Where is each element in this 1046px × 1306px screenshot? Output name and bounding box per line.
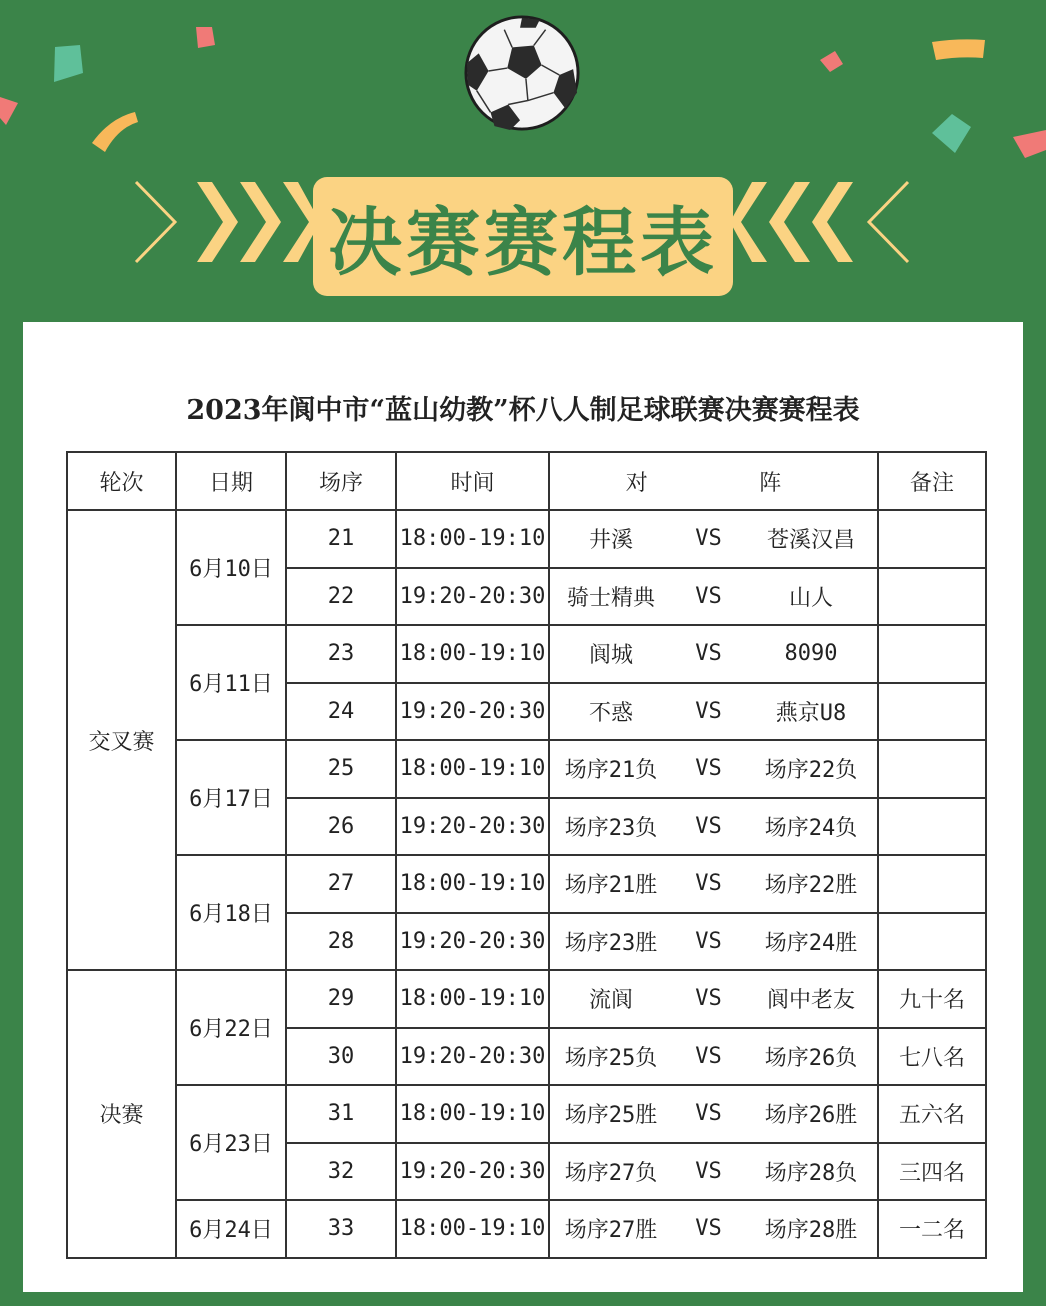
header-round: 轮次	[67, 452, 176, 510]
team-b: 场序24负	[764, 815, 858, 841]
team-b: 场序28负	[764, 1160, 858, 1186]
table-header-row	[67, 452, 986, 510]
team-a: 场序27胜	[564, 1218, 658, 1244]
date-cell: 6月11日	[176, 625, 286, 740]
vs-label: VS	[695, 526, 722, 552]
match-cell	[549, 740, 878, 798]
match-cell	[549, 1028, 878, 1086]
time-cell: 18:00-19:10	[396, 970, 549, 1028]
seq-cell: 22	[286, 568, 396, 626]
match-cell	[549, 510, 878, 568]
time-cell: 18:00-19:10	[396, 625, 549, 683]
vs-label: VS	[695, 756, 722, 782]
note-cell	[878, 855, 986, 913]
header-seq: 场序	[286, 452, 396, 510]
date-cell: 6月24日	[176, 1200, 286, 1258]
note-cell	[878, 568, 986, 626]
team-b: 山人	[788, 585, 833, 611]
note-cell	[878, 740, 986, 798]
seq-cell: 33	[286, 1200, 396, 1258]
match-cell	[549, 683, 878, 741]
vs-label: VS	[695, 698, 722, 724]
vs-label: VS	[695, 1158, 722, 1184]
team-a: 场序21胜	[564, 873, 658, 899]
match-cell	[549, 855, 878, 913]
date-cell: 6月23日	[176, 1085, 286, 1200]
seq-cell: 30	[286, 1028, 396, 1086]
team-b: 场序22胜	[764, 873, 858, 899]
table-row	[67, 970, 986, 1028]
team-b: 场序26负	[764, 1045, 858, 1071]
team-b: 燕京U8	[775, 700, 847, 726]
team-b: 苍溪汉昌	[766, 528, 855, 554]
header-match	[549, 452, 878, 510]
team-a: 场序27负	[564, 1160, 658, 1186]
team-a: 场序25胜	[564, 1103, 658, 1129]
match-cell	[549, 1085, 878, 1143]
table-row	[67, 1200, 986, 1258]
soccer-ball-icon	[463, 14, 581, 132]
note-cell: 七八名	[878, 1028, 986, 1086]
seq-cell: 28	[286, 913, 396, 971]
document-title: 2023年阆中市“蓝山幼教”杯八人制足球联赛决赛赛程表	[186, 395, 860, 426]
time-cell: 18:00-19:10	[396, 1200, 549, 1258]
note-cell	[878, 510, 986, 568]
time-cell: 18:00-19:10	[396, 740, 549, 798]
date-cell: 6月17日	[176, 740, 286, 855]
team-a: 场序23负	[564, 815, 658, 841]
date-cell: 6月18日	[176, 855, 286, 970]
time-cell: 18:00-19:10	[396, 510, 549, 568]
vs-label: VS	[695, 583, 722, 609]
team-b: 8090	[784, 641, 838, 667]
chevron-right-decoration-icon	[130, 178, 320, 268]
vs-label: VS	[695, 813, 722, 839]
note-cell: 三四名	[878, 1143, 986, 1201]
note-cell: 五六名	[878, 1085, 986, 1143]
date-cell: 6月22日	[176, 970, 286, 1085]
team-b: 场序22负	[764, 758, 858, 784]
match-cell	[549, 1200, 878, 1258]
note-cell: 九十名	[878, 970, 986, 1028]
team-a: 骑士精典	[566, 585, 655, 611]
vs-label: VS	[695, 1216, 722, 1242]
vs-label: VS	[695, 1043, 722, 1069]
team-a: 场序21负	[564, 758, 658, 784]
banner-title: 决赛赛程表	[328, 199, 718, 286]
vs-label: VS	[695, 871, 722, 897]
header-note: 备注	[878, 452, 986, 510]
seq-cell: 31	[286, 1085, 396, 1143]
schedule-table	[66, 451, 987, 1259]
seq-cell: 29	[286, 970, 396, 1028]
header-match-right: 阵	[759, 470, 782, 496]
vs-label: VS	[695, 1101, 722, 1127]
note-cell	[878, 798, 986, 856]
table-row	[67, 510, 986, 568]
seq-cell: 24	[286, 683, 396, 741]
time-cell: 19:20-20:30	[396, 683, 549, 741]
table-row	[67, 740, 986, 798]
round-cell: 决赛	[67, 970, 176, 1258]
team-b: 场序28胜	[764, 1218, 858, 1244]
seq-cell: 25	[286, 740, 396, 798]
table-row	[67, 625, 986, 683]
header-match-left: 对	[625, 470, 648, 496]
match-cell	[549, 798, 878, 856]
team-a: 场序23胜	[564, 930, 658, 956]
vs-label: VS	[695, 928, 722, 954]
time-cell: 19:20-20:30	[396, 798, 549, 856]
note-cell: 一二名	[878, 1200, 986, 1258]
seq-cell: 23	[286, 625, 396, 683]
chevron-left-decoration-icon	[730, 178, 920, 268]
header-time: 时间	[396, 452, 549, 510]
title-banner	[313, 177, 733, 296]
note-cell	[878, 683, 986, 741]
time-cell: 18:00-19:10	[396, 1085, 549, 1143]
match-cell	[549, 1143, 878, 1201]
header-date: 日期	[176, 452, 286, 510]
table-row	[67, 1085, 986, 1143]
time-cell: 19:20-20:30	[396, 1028, 549, 1086]
match-cell	[549, 568, 878, 626]
team-a: 阆城	[588, 643, 633, 669]
note-cell	[878, 625, 986, 683]
time-cell: 19:20-20:30	[396, 568, 549, 626]
team-a: 不惑	[588, 700, 633, 726]
match-cell	[549, 625, 878, 683]
schedule-panel	[23, 322, 1023, 1292]
date-cell: 6月10日	[176, 510, 286, 625]
match-cell	[549, 970, 878, 1028]
team-b: 阆中老友	[766, 988, 855, 1014]
note-cell	[878, 913, 986, 971]
time-cell: 18:00-19:10	[396, 855, 549, 913]
seq-cell: 27	[286, 855, 396, 913]
time-cell: 19:20-20:30	[396, 1143, 549, 1201]
vs-label: VS	[695, 986, 722, 1012]
seq-cell: 32	[286, 1143, 396, 1201]
team-b: 场序26胜	[764, 1103, 858, 1129]
seq-cell: 26	[286, 798, 396, 856]
time-cell: 19:20-20:30	[396, 913, 549, 971]
match-cell	[549, 913, 878, 971]
team-a: 场序25负	[564, 1045, 658, 1071]
team-a: 井溪	[588, 528, 633, 554]
table-row	[67, 855, 986, 913]
seq-cell: 21	[286, 510, 396, 568]
team-a: 流阆	[588, 988, 633, 1014]
vs-label: VS	[695, 641, 722, 667]
round-cell: 交叉赛	[67, 510, 176, 970]
team-b: 场序24胜	[764, 930, 858, 956]
